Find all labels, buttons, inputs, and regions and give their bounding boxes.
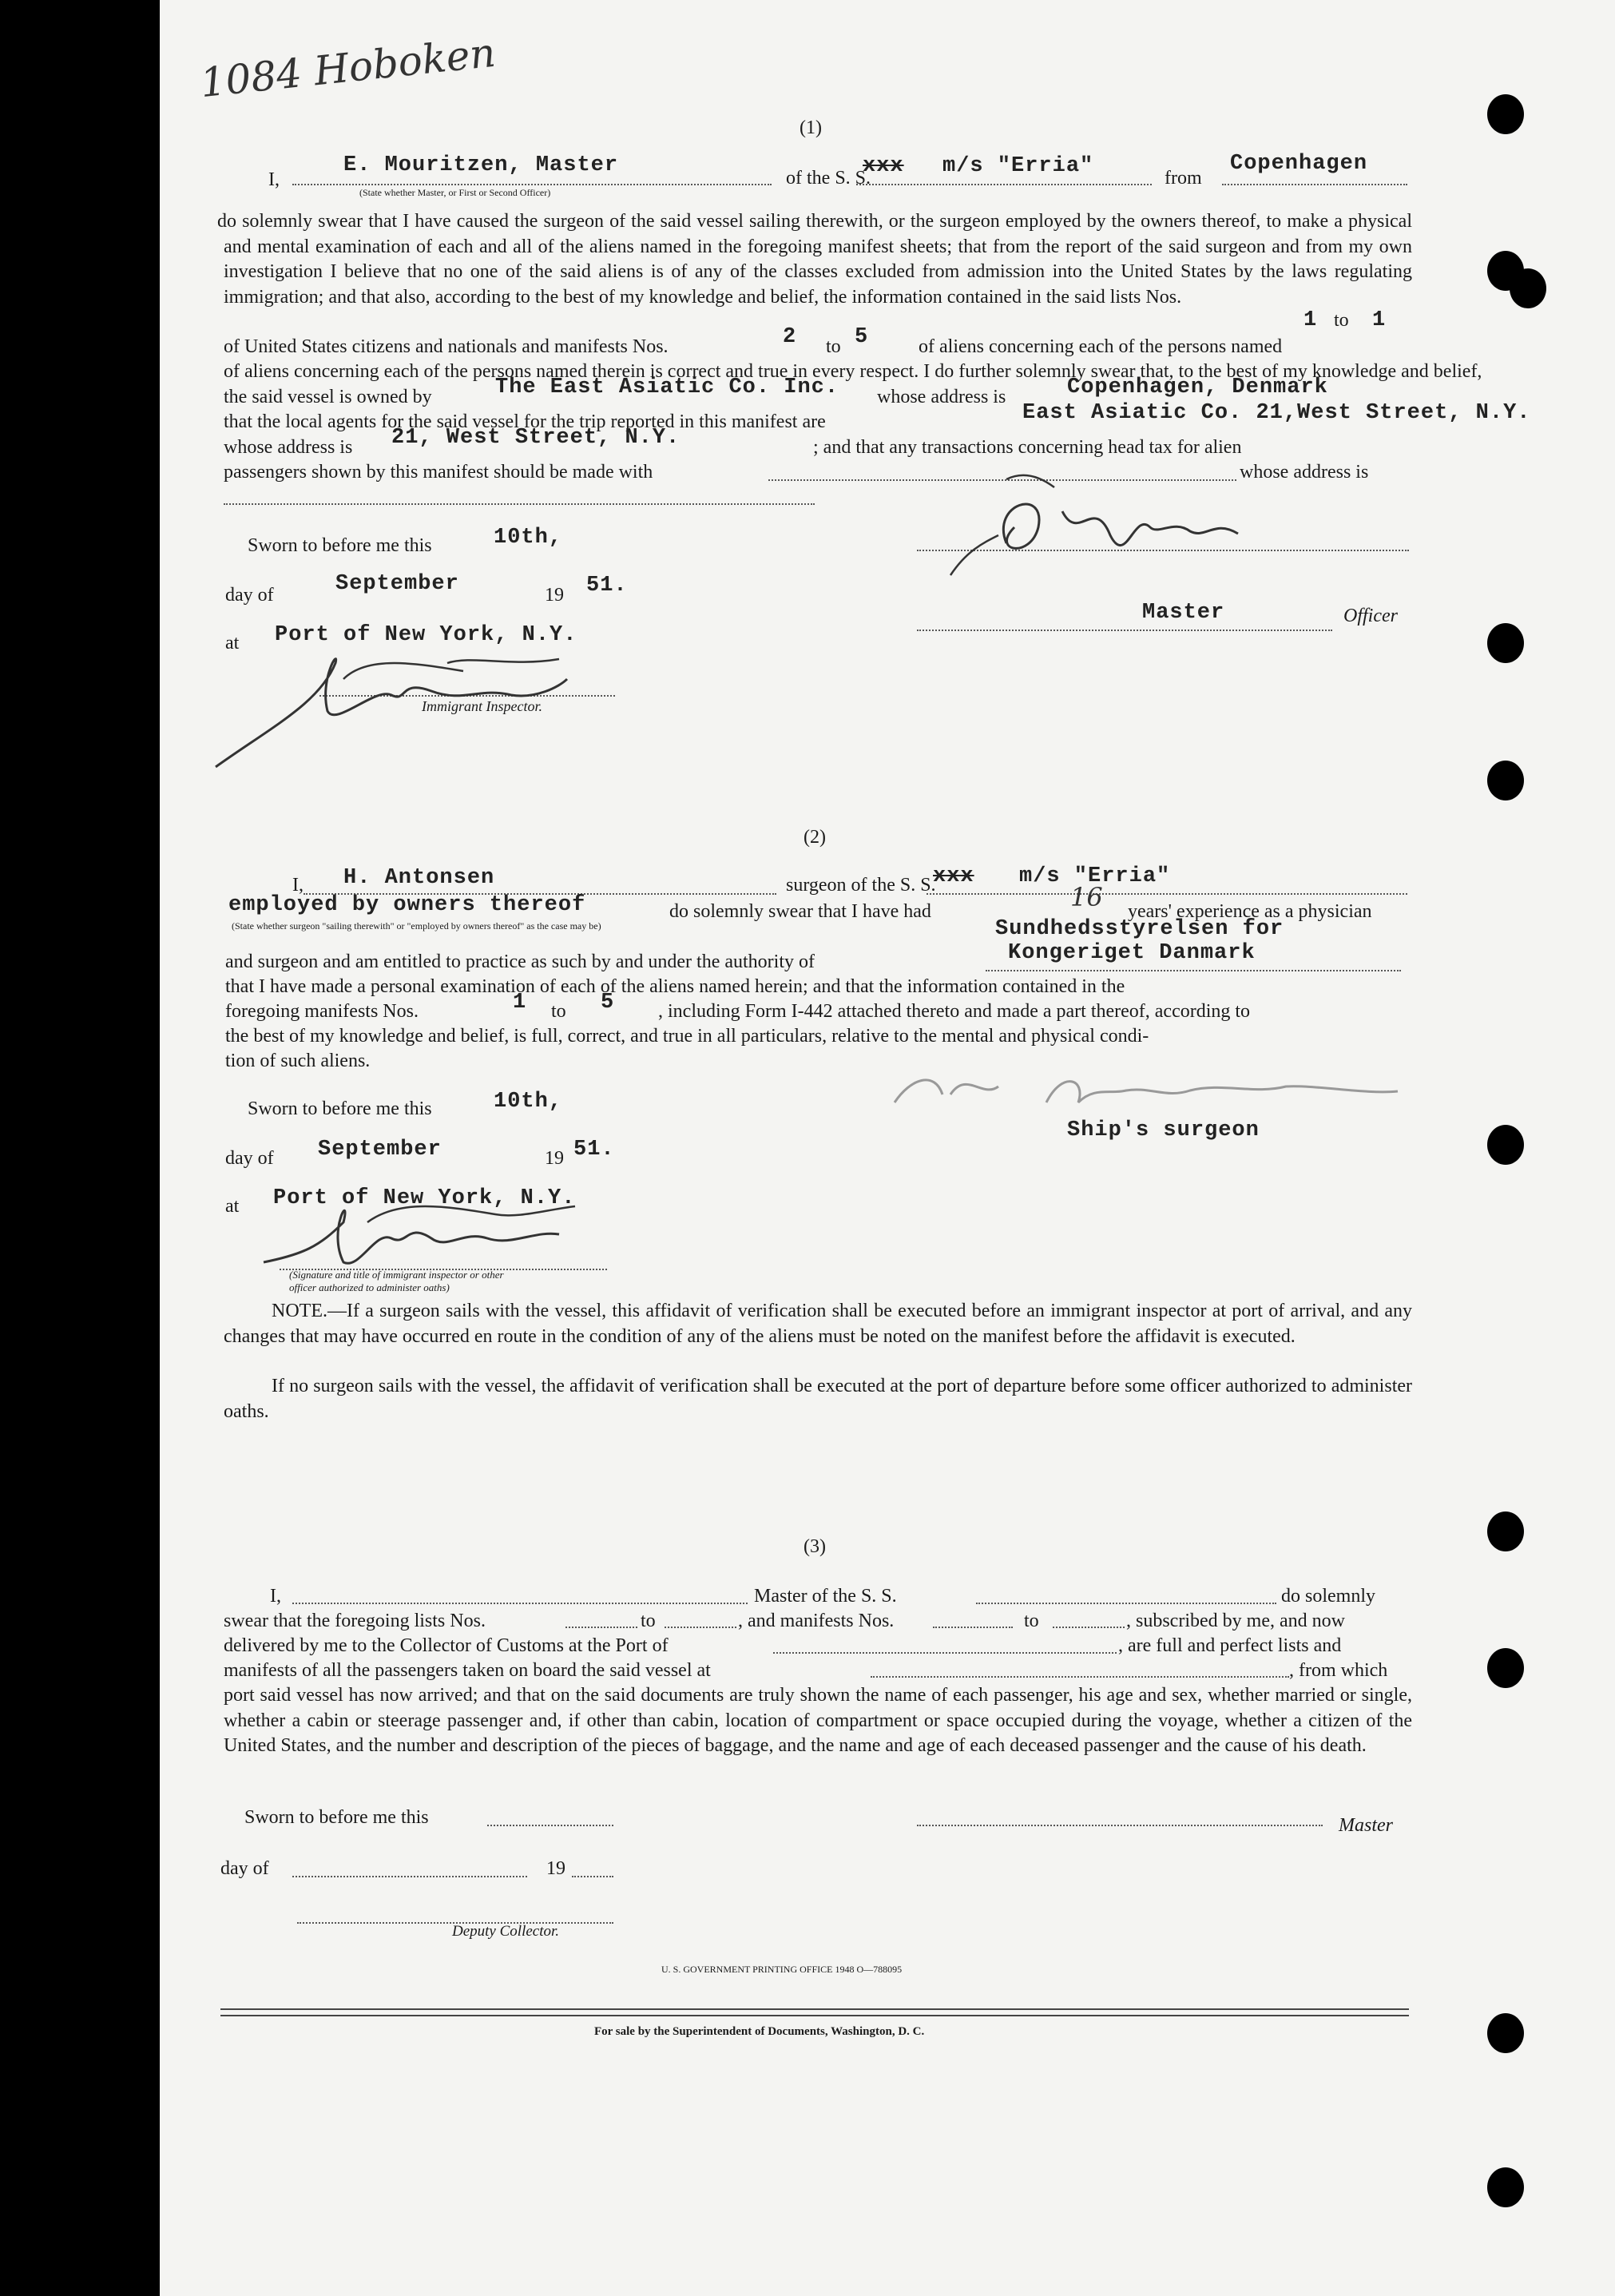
authority-line-2: Kongeriget Danmark	[1008, 941, 1256, 965]
whose-address-label-2: whose address is	[224, 437, 353, 458]
day-of-label-2: day of	[225, 1148, 274, 1169]
signature-caption: (Signature and title of immigrant inspector or other officer authorized to administer oaths)	[289, 1269, 504, 1293]
inspector-signature	[208, 631, 575, 775]
whose-address-label: whose address is	[877, 387, 1006, 407]
years-experience: 16	[1070, 882, 1103, 912]
sworn-label: Sworn to before me this	[248, 535, 432, 556]
vessel-name-2: m/s "Erria"	[1019, 864, 1171, 888]
sworn-year: 51.	[586, 574, 628, 598]
employment-caption: (State whether surgeon "sailing therewith" or "employed by owners thereof" as the case may be)	[232, 920, 601, 932]
owner-name: The East Asiatic Co. Inc.	[495, 375, 839, 399]
departure-port: Copenhagen	[1230, 152, 1368, 176]
dotted-line	[917, 628, 1332, 631]
lists-from: 1	[1304, 308, 1318, 332]
head-tax-text: ; and that any transactions concerning head tax for alien	[813, 437, 1242, 458]
i-label-3: I,	[270, 1586, 281, 1607]
binder-hole	[1487, 623, 1524, 663]
binder-hole	[1487, 94, 1524, 134]
authority-line-1: Sundhedsstyrelsen for	[995, 917, 1284, 941]
years-text: years' experience as a physician	[1128, 901, 1372, 922]
vessel-name: m/s "Erria"	[942, 154, 1094, 178]
master-of-label: Master of the S. S.	[754, 1586, 897, 1607]
i-label: I,	[268, 169, 280, 190]
handwritten-annotation: 1084 Hoboken	[197, 29, 498, 107]
year-prefix-2: 19	[545, 1148, 564, 1169]
binder-hole	[1487, 1125, 1524, 1165]
man-to-word: to	[551, 1001, 566, 1022]
sworn-place: Port of New York, N.Y.	[275, 623, 577, 647]
passengers-text: passengers shown by this manifest should be made with	[224, 462, 653, 483]
at-label: at	[225, 633, 240, 653]
examination-text: that I have made a personal examination of each of the aliens named herein; and that the information contained in the	[225, 976, 1125, 997]
footer-rule	[220, 2015, 1409, 2016]
sworn-month-2: September	[318, 1138, 442, 1162]
binder-hole	[1487, 1511, 1524, 1551]
struck-text-2: xxx	[933, 864, 974, 888]
dotted-line	[292, 1601, 748, 1604]
sworn-label-2: Sworn to before me this	[248, 1098, 432, 1119]
full-perfect-label: , are full and perfect lists and	[1118, 1635, 1342, 1656]
taken-on-board-label: manifests of all the passengers taken on board the said vessel at	[224, 1660, 711, 1681]
lists-label-3: swear that the foregoing lists Nos.	[224, 1611, 486, 1631]
swear-text: do solemnly swear that I have had	[669, 901, 931, 922]
dotted-line	[224, 502, 815, 505]
authority-text: and surgeon and am entitled to practice as such by and under the authority of	[225, 951, 815, 972]
binder-hole	[1487, 1648, 1524, 1688]
agents-label: that the local agents for the said vessel for the trip reported in this manifest are	[224, 411, 826, 432]
surgeon-signature	[887, 1063, 1430, 1118]
manifests-to: 5	[855, 325, 869, 349]
note-paragraph-1: NOTE.—If a surgeon sails with the vessel, this affidavit of verification shall be executed before an immigrant inspector at port of arrival, and any changes that may have occurred en route in the condition of any of the aliens must be noted on the manifest before the affidavit is executed.	[224, 1301, 1412, 1347]
whose-address-label-3: whose address is	[1240, 462, 1369, 483]
sworn-year-2: 51.	[573, 1138, 615, 1162]
surgeon-of-label: surgeon of the S. S.	[786, 875, 936, 896]
dotted-line	[856, 182, 1152, 185]
from-label: from	[1165, 168, 1202, 189]
therein-text: of aliens concerning each of the persons named therein is correct and true in every respect. I do further solemnly swear that, to the best of my knowledge and belief,	[224, 361, 1482, 382]
day-of-label: day of	[225, 585, 274, 606]
binder-hole	[1487, 2013, 1524, 2053]
of-the-ss-label: of the S. S.	[786, 168, 871, 189]
officer-caption: Officer	[1343, 606, 1398, 626]
sworn-day: 10th,	[494, 526, 563, 550]
aliens-text: of aliens concerning each of the persons named	[919, 336, 1283, 357]
i-label-2: I,	[292, 875, 304, 896]
oath-paragraph-1: do solemnly swear that I have caused the surgeon of the said vessel sailing therewith, or the surgeon employed by the owners thereof, to make a physical and mental examination of each and all of the aliens named in the foregoing manifest sheets; that from the report of the said surgeon and from my own investigation I believe that no one of the said aliens is of any of the classes excluded from admission into the United States by the laws regulating immigration; and that also, according to the best of my knowledge and belief, the information contained in the said lists Nos.	[217, 211, 1412, 308]
dotted-line	[927, 892, 1407, 895]
struck-text: xxx	[863, 154, 904, 178]
binder-hole	[1510, 268, 1546, 308]
note-paragraph-2: If no surgeon sails with the vessel, the affidavit of verification shall be executed at the port of departure before some officer authorized to administer oaths.	[224, 1376, 1412, 1422]
section-1-heading: (1)	[800, 117, 822, 138]
footer-rule	[220, 2008, 1409, 2010]
manifests-text: of United States citizens and nationals and manifests Nos.	[224, 336, 669, 357]
dotted-line	[1222, 182, 1407, 185]
agents-address: 21, West Street, N.Y.	[391, 426, 681, 450]
master-caption-3: Master	[1339, 1815, 1393, 1836]
delivered-label: delivered by me to the Collector of Customs at the Port of	[224, 1635, 669, 1656]
sworn-place-2: Port of New York, N.Y.	[273, 1186, 576, 1210]
manifests-label-3: , and manifests Nos.	[738, 1611, 895, 1631]
surgeon-title: Ship's surgeon	[1067, 1118, 1260, 1142]
section-3-heading: (3)	[804, 1536, 826, 1557]
torn-corner	[0, 0, 72, 96]
employment-status: employed by owners thereof	[228, 893, 586, 917]
dotted-line	[986, 968, 1401, 971]
sworn-label-3: Sworn to before me this	[244, 1807, 429, 1828]
manifests-from: 2	[783, 325, 797, 349]
deputy-caption: Deputy Collector.	[452, 1923, 560, 1940]
printing-office: U. S. GOVERNMENT PRINTING OFFICE 1948 O—788095	[661, 1964, 903, 1975]
surgeon-name: H. Antonsen	[343, 866, 495, 890]
man-to: 5	[601, 991, 615, 1015]
to-label-3: to	[641, 1611, 656, 1631]
binder-hole	[1487, 761, 1524, 800]
sworn-day-2: 10th,	[494, 1090, 563, 1114]
signer-title: Master	[1142, 601, 1225, 625]
lists-to-word: to	[1334, 310, 1349, 331]
year-prefix-3: 19	[546, 1858, 565, 1879]
binder-hole	[1487, 2167, 1524, 2207]
arrival-paragraph: port said vessel has now arrived; and that on the said documents are truly shown the name of each passenger, his age and sex, whether married or single, whether a cabin or steerage passenger and, if other than cabin, location of compartment or space occupied during the voyage, whether a citizen of the United States, and the number and description of the pieces of baggage, and the name and age of each deceased passenger and the cause of his death.	[224, 1685, 1412, 1756]
master-name: E. Mouritzen, Master	[343, 153, 619, 177]
day-of-label-3: day of	[220, 1858, 269, 1879]
agents-name: East Asiatic Co. 21,West Street, N.Y.	[1022, 401, 1531, 425]
man-from: 1	[513, 991, 527, 1015]
master-caption: (State whether Master, or First or Second Officer)	[359, 187, 551, 198]
inspector-caption: Immigrant Inspector.	[422, 698, 542, 714]
dotted-line	[292, 182, 772, 185]
owned-by-label: the said vessel is owned by	[224, 387, 432, 407]
including-text: , including Form I-442 attached thereto and made a part thereof, according to	[658, 1001, 1251, 1022]
do-solemnly-label: do solemnly	[1281, 1586, 1375, 1607]
subscribed-label: , subscribed by me, and now	[1126, 1611, 1345, 1631]
section-2-heading: (2)	[804, 827, 826, 848]
foregoing-text: foregoing manifests Nos.	[225, 1001, 419, 1022]
to-label-3b: to	[1024, 1611, 1039, 1631]
lists-to: 1	[1372, 308, 1387, 332]
sworn-month: September	[335, 572, 459, 596]
owner-address: Copenhagen, Denmark	[1067, 375, 1328, 399]
at-label-2: at	[225, 1196, 240, 1217]
year-prefix: 19	[545, 585, 564, 606]
dotted-line	[976, 1601, 1276, 1604]
from-which-label: , from which	[1289, 1660, 1388, 1681]
sale-notice: For sale by the Superintendent of Documents, Washington, D. C.	[594, 2025, 925, 2038]
master-signature	[919, 455, 1286, 583]
